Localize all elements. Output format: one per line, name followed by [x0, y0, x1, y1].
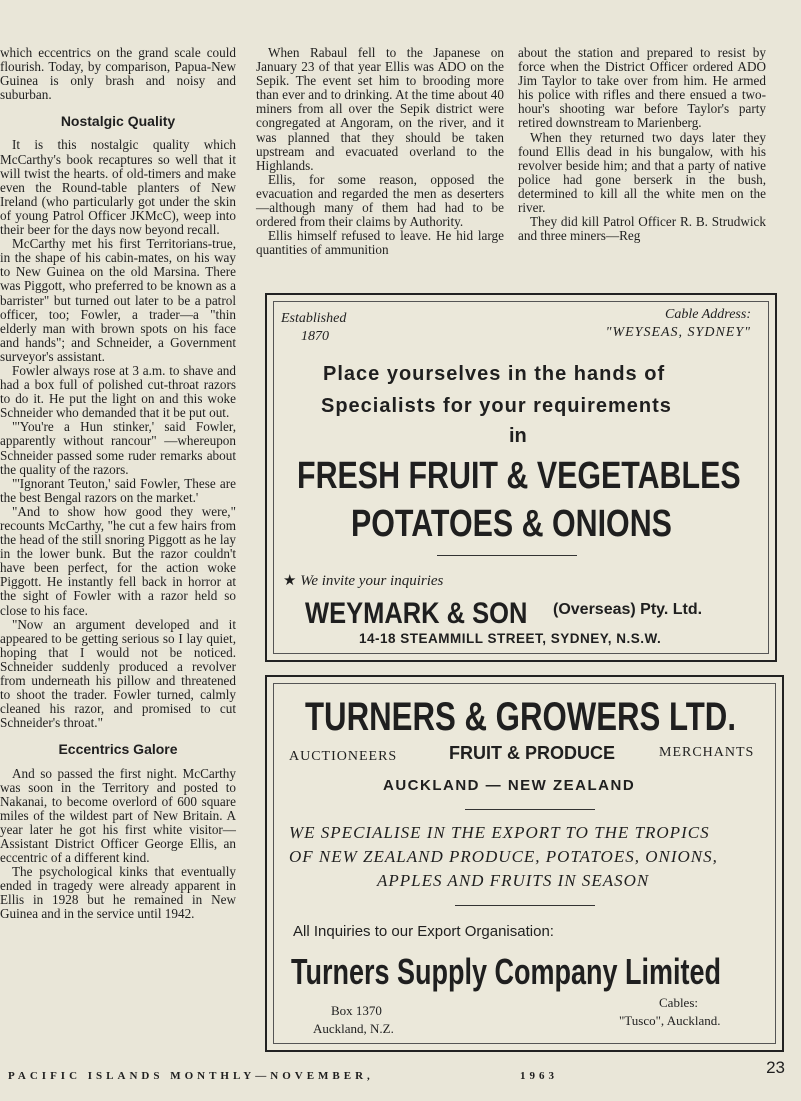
company-name: WEYMARK & SON: [305, 597, 528, 630]
paragraph: which eccentrics on the grand scale could flourish. Today, by comparison, Papua-New Guinea is only brash and noisy and suburban.: [0, 45, 236, 103]
paragraph: "Now an argument developed and it appeared to be getting serious so I lay quiet, hoping that I would not be noticed. Schneider suddenly produced a revolver from underneath his pillow and threatened to shoot the trader. Fowler turned, calmly cleaned his razor, and promised to cut Schneider's throat.": [0, 616, 236, 731]
invite-line: ★ We invite your inquiries: [283, 573, 444, 589]
company-address: 14-18 STEAMMILL STREET, SYDNEY, N.S.W.: [359, 631, 662, 646]
specialise-line-3: APPLES AND FRUITS IN SEASON: [377, 871, 650, 890]
tagline-line-3: in: [509, 425, 527, 447]
supply-company-name: Turners Supply Company Limited: [291, 951, 722, 992]
paragraph: Ellis, for some reason, opposed the evacuation and regarded the men as deserters—although many of them had had to be ordered from their claims by Authority.: [256, 171, 504, 230]
divider: [465, 809, 595, 810]
cable-label: Cable Address:: [665, 307, 751, 322]
tagline-line-2: Specialists for your requirements: [321, 395, 672, 417]
star-icon: ★: [283, 573, 297, 589]
article-column-1: [0, 46, 236, 922]
turners-growers-advertisement: [265, 675, 784, 1052]
paragraph: about the station and prepared to resist by force when the District Officer ordered ADO Jim Taylor to take over from him. He armed his police with rifles and there ensued a two-hour's shooting war before Taylor's party retired downstream to Marienberg.: [518, 45, 766, 131]
paragraph: "'Ignorant Teuton,' said Fowler, These are the best Bengal razors on the market.': [0, 475, 236, 505]
merchants-label: MERCHANTS: [659, 745, 755, 760]
established-year: 1870: [301, 329, 329, 344]
box-number: Box 1370: [331, 1003, 382, 1018]
fruit-produce-label: FRUIT & PRODUCE: [449, 743, 615, 763]
weymark-advertisement: [265, 293, 777, 662]
headline-fresh-fruit: FRESH FRUIT & VEGETABLES: [297, 455, 741, 497]
footer-year: 1963: [520, 1070, 558, 1082]
paragraph: The psychological kinks that eventually ended in tragedy were already apparent in Ellis in 1928 but he remained in New Guinea and in the service until 1942.: [0, 864, 236, 922]
headline-potatoes: POTATOES & ONIONS: [351, 503, 672, 545]
page-number: 23: [766, 1058, 785, 1077]
divider: [437, 555, 577, 556]
article-column-2: [256, 46, 504, 257]
cables-label: Cables:: [659, 995, 698, 1010]
ad-title: TURNERS & GROWERS LTD.: [305, 695, 737, 739]
divider: [455, 905, 595, 906]
paragraph: When Rabaul fell to the Japanese on January 23 of that year Ellis was ADO on the Sepik. The event set him to brooding more than ever and to drinking. At the time about 40 miners from all over the Sepik district were congregated at Angoram, on the river, and it was planned that they should be taken upstream and evacuated overland to the Highlands.: [256, 45, 504, 173]
paragraph: Ellis himself refused to leave. He hid large quantities of ammunition: [256, 228, 504, 258]
inquiries-line: All Inquiries to our Export Organisation:: [293, 923, 554, 940]
paragraph: They did kill Patrol Officer R. B. Strudwick and three miners—Reg: [518, 214, 766, 244]
paragraph: Fowler always rose at 3 a.m. to shave and had a box full of polished cut-throat razors to do it. He put the light on and this woke Schneider who demanded that it be put out.: [0, 362, 236, 421]
paragraph: "And to show how good they were," recounts McCarthy, "he cut a few hairs from the head of the still snoring Piggott as he lay in the lower bunk. But the razor couldn't have been perfect, for the action woke Piggott. He instantly fell back in horror at the sight of Fowler with a razor held so close to his face.: [0, 503, 236, 618]
magazine-footer: PACIFIC ISLANDS MONTHLY—NOVEMBER,: [8, 1070, 374, 1082]
paragraph: And so passed the first night. McCarthy was soon in the Territory and posted to Nakanai, to become overlord of 600 square miles of the wildest part of New Britain. A year later he got his first white visitor—Assistant District Officer George Ellis, an eccentric of a different kind.: [0, 765, 236, 866]
auctioneers-label: AUCTIONEERS: [289, 749, 398, 764]
paragraph: It is this nostalgic quality which McCarthy's book recaptures so well that it will twist the hearts. of old-timers and make even the Round-table planters of New Ireland (who particularly got under the skin of young Patrol Officer JKMcC), weep into their beer for the days now beyond recall.: [0, 137, 236, 238]
established-label: Established: [281, 311, 347, 326]
specialise-line-1: WE SPECIALISE IN THE EXPORT TO THE TROPICS: [289, 823, 710, 842]
cable-address: "WEYSEAS, SYDNEY": [605, 325, 751, 340]
paragraph: When they returned two days later they found Ellis dead in his bungalow, with his revolver beside him; and that a party of native police had gone berserk in the bush, determined to kill all the white men on the river.: [518, 129, 766, 216]
cables-value: "Tusco", Auckland.: [619, 1013, 721, 1028]
company-suffix: (Overseas) Pty. Ltd.: [553, 601, 703, 618]
specialise-line-2: OF NEW ZEALAND PRODUCE, POTATOES, ONIONS,: [289, 847, 718, 866]
article-column-3: [518, 46, 766, 243]
subheading-nostalgic-quality: Nostalgic Quality: [60, 113, 176, 130]
location-label: AUCKLAND — NEW ZEALAND: [383, 777, 636, 794]
paragraph: McCarthy met his first Territorians-true, in the shape of his cabin-mates, on his way to New Guinea on the old Marsina. There was Piggott, who preferred to be known as a barrister" but turned out later to be a patrol officer, too; Fowler, a trader—a "thin elderly man with brown spots on his face and hands"; and Schneider, a Government surveyor's assistant.: [0, 236, 236, 364]
paragraph: "'You're a Hun stinker,' said Fowler, apparently without rancour" —whereupon Schneider passed some ruder remarks about the quality of the razors.: [0, 419, 236, 477]
box-city: Auckland, N.Z.: [313, 1021, 394, 1036]
tagline-line-1: Place yourselves in the hands of: [323, 363, 666, 385]
subheading-eccentrics-galore: Eccentrics Galore: [58, 741, 178, 758]
